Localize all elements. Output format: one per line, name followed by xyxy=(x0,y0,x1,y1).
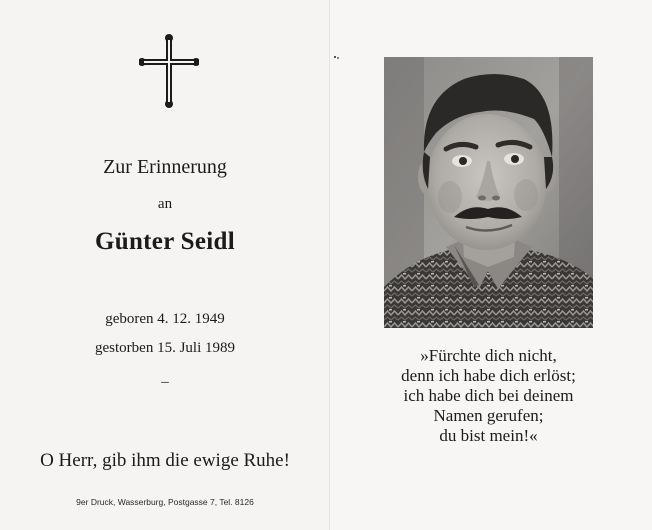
verse-line: denn ich habe dich erlöst; xyxy=(401,366,576,385)
birth-date: geboren 4. 12. 1949 xyxy=(105,311,225,327)
printer-imprint: 9er Druck, Wasserburg, Postgasse 7, Tel. 8126 xyxy=(76,497,254,507)
bible-verse xyxy=(384,346,593,446)
connector-text: an xyxy=(157,196,173,212)
separator-dash: – xyxy=(161,374,169,390)
verse-line: »Fürchte dich nicht, xyxy=(420,346,557,365)
verse-line: ich habe dich bei deinem xyxy=(403,386,574,405)
death-date: gestorben 15. Juli 1989 xyxy=(95,340,235,356)
cross-icon xyxy=(139,34,199,108)
portrait-photo xyxy=(384,57,593,328)
verse-line: du bist mein!« xyxy=(439,426,538,445)
heading-text: Zur Erinnerung xyxy=(103,156,227,178)
paper-speck xyxy=(334,56,339,59)
prayer-text: O Herr, gib ihm die ewige Ruhe! xyxy=(40,450,290,471)
verse-line: Namen gerufen; xyxy=(433,406,544,425)
deceased-name: Günter Seidl xyxy=(95,228,235,255)
